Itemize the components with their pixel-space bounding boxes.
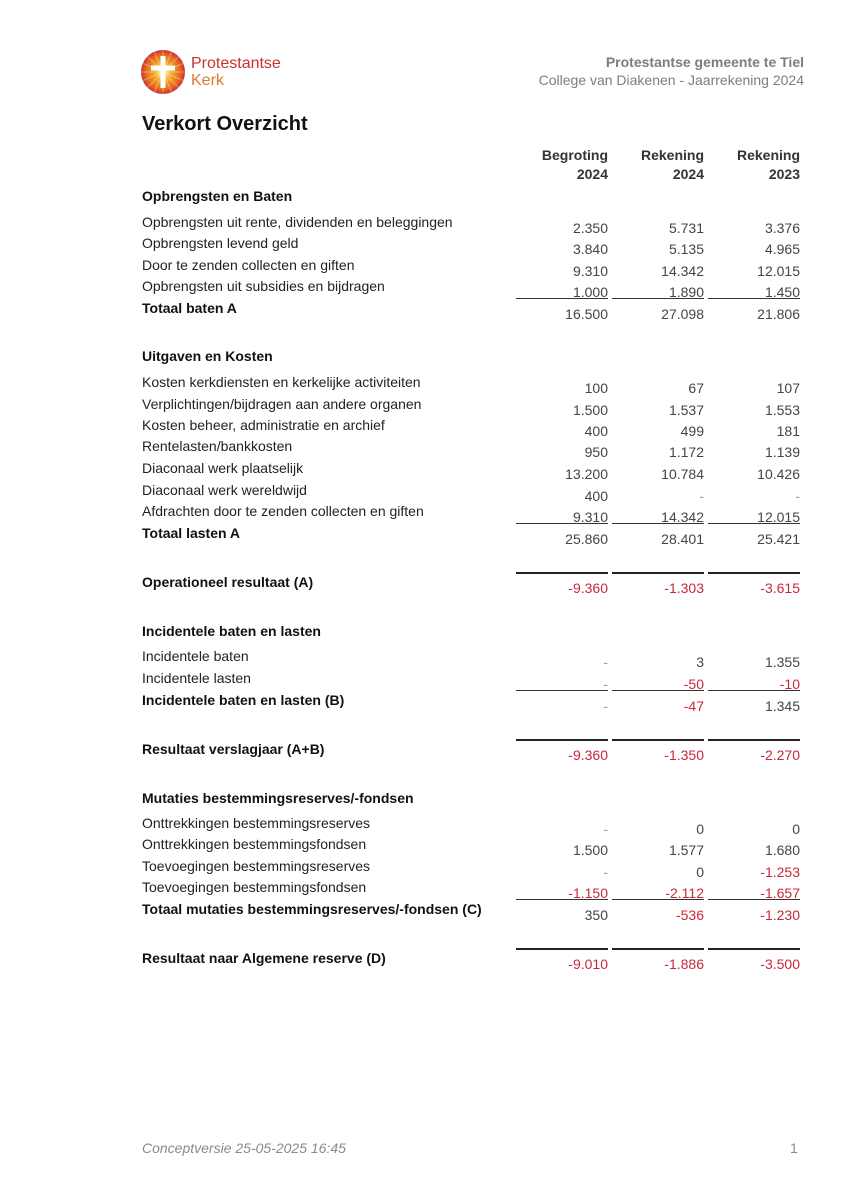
row-label: Opbrengsten uit rente, dividenden en beleggingen (142, 214, 453, 230)
row-label: Afdrachten door te zenden collecten en giften (142, 503, 424, 519)
value-cell: 1.172 (668, 444, 704, 460)
value-cell: - (699, 488, 704, 504)
value-cell: 400 (584, 423, 608, 439)
column-header-label: Begroting (541, 147, 608, 163)
value-cell: -47 (683, 698, 704, 714)
subtotal-rule (708, 899, 800, 900)
value-cell: 28.401 (661, 531, 704, 547)
row-label: Kosten beheer, administratie en archief (142, 417, 385, 433)
value-cell: 14.342 (661, 263, 704, 279)
value-cell: 1.139 (764, 444, 800, 460)
value-cell: 350 (584, 907, 608, 923)
table-row (142, 648, 804, 669)
row-label: Diaconaal werk wereldwijd (142, 482, 307, 498)
value-cell: - (603, 654, 608, 670)
subtotal-rule (516, 298, 608, 299)
value-cell: 4.965 (764, 241, 800, 257)
value-cell: 3 (696, 654, 704, 670)
column-header-label: Rekening (640, 147, 704, 163)
value-cell: -2.270 (760, 747, 800, 763)
logo-text-line1: Protestantse (191, 55, 281, 72)
value-cell: 1.500 (572, 842, 608, 858)
row-label: Resultaat naar Algemene reserve (D) (142, 950, 386, 966)
value-cell: -1.350 (664, 747, 704, 763)
value-cell: 9.310 (572, 509, 608, 525)
value-cell: -1.230 (760, 907, 800, 923)
value-cell: 2.350 (572, 220, 608, 236)
subtotal-rule (516, 690, 608, 691)
table-row (142, 460, 804, 481)
value-cell: 400 (584, 488, 608, 504)
value-cell: 21.806 (757, 306, 800, 322)
row-label: Totaal baten A (142, 300, 237, 316)
value-cell: 1.553 (764, 402, 800, 418)
value-cell: 107 (776, 380, 800, 396)
row-label: Incidentele baten en lasten (B) (142, 692, 345, 708)
table-row (142, 503, 804, 524)
value-cell: -1.150 (568, 885, 608, 901)
table-row (142, 836, 804, 857)
row-label: Totaal mutaties bestemmingsreserves/-fondsen (C) (142, 901, 482, 917)
table-row (142, 815, 804, 836)
value-cell: 5.135 (668, 241, 704, 257)
value-cell: -1.657 (760, 885, 800, 901)
value-cell: 1.000 (572, 284, 608, 300)
value-cell: 9.310 (572, 263, 608, 279)
subtotal-rule (612, 899, 704, 900)
value-cell: - (603, 676, 608, 692)
value-cell: 1.345 (764, 698, 800, 714)
row-label: Toevoegingen bestemmingsfondsen (142, 879, 367, 895)
value-cell: 181 (776, 423, 800, 439)
subtotal-rule (708, 523, 800, 524)
section-heading-mutaties: Mutaties bestemmingsreserves/-fondsen (142, 790, 414, 806)
table-row (142, 396, 804, 417)
value-cell: - (603, 821, 608, 837)
column-header-label: Rekening (736, 147, 800, 163)
value-cell: 100 (584, 380, 608, 396)
subtotal-rule (612, 298, 704, 299)
column-header-year: 2023 (768, 166, 800, 182)
row-label: Verplichtingen/bijdragen aan andere organen (142, 396, 422, 412)
column-header-rekening-2023 (708, 146, 800, 184)
value-cell: -50 (683, 676, 704, 692)
result-row (142, 741, 804, 762)
column-header-year: 2024 (576, 166, 608, 182)
row-label: Toevoegingen bestemmingsreserves (142, 858, 371, 874)
table-row (142, 278, 804, 299)
page-title: Verkort Overzicht (142, 113, 308, 135)
value-cell: 3.840 (572, 241, 608, 257)
row-label: Totaal lasten A (142, 525, 241, 541)
value-cell: -1.303 (664, 580, 704, 596)
value-cell: 10.784 (661, 466, 704, 482)
row-label: Onttrekkingen bestemmingsfondsen (142, 836, 367, 852)
value-cell: 1.500 (572, 402, 608, 418)
row-label: Kosten kerkdiensten en kerkelijke activiteiten (142, 374, 421, 390)
table-row (142, 257, 804, 278)
value-cell: 27.098 (661, 306, 704, 322)
total-row (142, 901, 804, 922)
value-cell: -10 (779, 676, 800, 692)
row-label: Resultaat verslagjaar (A+B) (142, 741, 325, 757)
value-cell: 950 (584, 444, 608, 460)
value-cell: 12.015 (757, 509, 800, 525)
subtotal-rule (516, 523, 608, 524)
document-subtitle: College van Diakenen - Jaarrekening 2024 (538, 72, 804, 88)
section-heading-uitgaven: Uitgaven en Kosten (142, 348, 273, 364)
column-header-year: 2024 (672, 166, 704, 182)
column-header-begroting-2024 (516, 146, 608, 184)
value-cell: 1.450 (764, 284, 800, 300)
row-label: Door te zenden collecten en giften (142, 257, 355, 273)
table-row (142, 417, 804, 438)
value-cell: 499 (680, 423, 704, 439)
value-cell: -9.010 (568, 956, 608, 972)
document-header (539, 53, 804, 89)
value-cell: 1.680 (764, 842, 800, 858)
row-label: Rentelasten/bankkosten (142, 438, 293, 454)
subtotal-rule (516, 899, 608, 900)
value-cell: 1.355 (764, 654, 800, 670)
value-cell: 25.421 (757, 531, 800, 547)
value-cell: - (603, 864, 608, 880)
subtotal-rule (612, 523, 704, 524)
total-row (142, 525, 804, 546)
value-cell: 0 (696, 821, 704, 837)
value-cell: -1.253 (760, 864, 800, 880)
value-cell: 5.731 (668, 220, 704, 236)
row-label: Operationeel resultaat (A) (142, 574, 314, 590)
result-row (142, 574, 804, 595)
result-row (142, 950, 804, 971)
value-cell: -9.360 (568, 580, 608, 596)
table-row (142, 879, 804, 900)
table-row (142, 438, 804, 459)
value-cell: -3.500 (760, 956, 800, 972)
value-cell: 0 (792, 821, 800, 837)
subtotal-rule (708, 690, 800, 691)
value-cell: 1.890 (668, 284, 704, 300)
value-cell: 13.200 (565, 466, 608, 482)
table-row (142, 235, 804, 256)
table-row (142, 858, 804, 879)
row-label: Incidentele baten (142, 648, 249, 664)
subtotal-rule (612, 690, 704, 691)
column-header-rekening-2024 (612, 146, 704, 184)
total-row (142, 300, 804, 321)
value-cell: 16.500 (565, 306, 608, 322)
value-cell: -536 (675, 907, 704, 923)
row-label: Opbrengsten uit subsidies en bijdragen (142, 278, 385, 294)
value-cell: -9.360 (568, 747, 608, 763)
table-row (142, 374, 804, 395)
protestantse-kerk-logo (140, 49, 281, 95)
section-heading-incidenteel: Incidentele baten en lasten (142, 623, 321, 639)
cross-sun-logo-icon (140, 49, 186, 95)
table-row (142, 214, 804, 235)
value-cell: 1.537 (668, 402, 704, 418)
table-row (142, 670, 804, 691)
value-cell: -1.886 (664, 956, 704, 972)
value-cell: -3.615 (760, 580, 800, 596)
value-cell: - (795, 488, 800, 504)
value-cell: 12.015 (757, 263, 800, 279)
value-cell: 67 (688, 380, 704, 396)
row-label: Opbrengsten levend geld (142, 235, 299, 251)
value-cell: 10.426 (757, 466, 800, 482)
page-number: 1 (790, 1140, 798, 1156)
value-cell: 25.860 (565, 531, 608, 547)
table-row (142, 482, 804, 503)
logo-text-line2: Kerk (191, 72, 224, 89)
subtotal-rule (708, 298, 800, 299)
row-label: Onttrekkingen bestemmingsreserves (142, 815, 370, 831)
total-row (142, 692, 804, 713)
footer-version-stamp: Conceptversie 25-05-2025 16:45 (142, 1140, 346, 1156)
value-cell: 14.342 (661, 509, 704, 525)
organization-name: Protestantse gemeente te Tiel (605, 54, 804, 70)
section-heading-baten: Opbrengsten en Baten (142, 188, 293, 204)
value-cell: 1.577 (668, 842, 704, 858)
value-cell: 0 (696, 864, 704, 880)
value-cell: 3.376 (764, 220, 800, 236)
row-label: Incidentele lasten (142, 670, 251, 686)
value-cell: -2.112 (665, 885, 704, 901)
value-cell: - (603, 698, 608, 714)
row-label: Diaconaal werk plaatselijk (142, 460, 304, 476)
